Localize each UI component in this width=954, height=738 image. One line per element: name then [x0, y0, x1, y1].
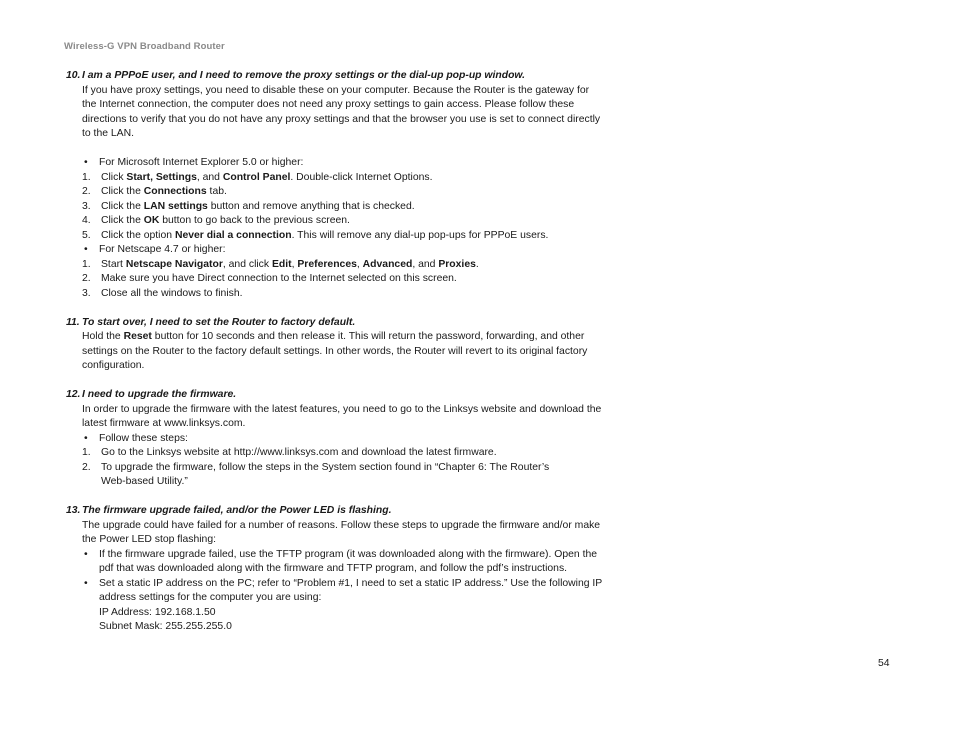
list-item — [84, 577, 606, 635]
step-text: To upgrade the firmware, follow the steps in the System section found in “Chapter 6: The Router’s — [101, 461, 550, 473]
step-text: . Double-click Internet Options. — [290, 171, 433, 183]
ip-address-line: IP Address: 192.168.1.50 — [99, 606, 216, 618]
question-title — [66, 69, 606, 84]
step-number: 4. — [82, 215, 91, 226]
step-number: 3. — [82, 287, 91, 299]
step-number: 1. — [82, 447, 91, 458]
bullet-text: Follow these steps: — [99, 432, 188, 444]
step-number: 5. — [82, 229, 91, 241]
keyword: Start, Settings — [126, 171, 197, 183]
step-text: Click the option — [101, 229, 175, 241]
steps-list — [66, 446, 606, 490]
faq-item-12 — [66, 388, 606, 490]
faq-content — [66, 69, 606, 635]
answer-paragraph: In order to upgrade the firmware with the latest features, you need to go to the Linksys website and download the latest firmware at www.linksys.com. — [82, 403, 602, 429]
step-text: . — [475, 258, 479, 270]
step-text: Close all the windows to finish. — [101, 287, 243, 299]
step-text: button and remove anything that is checked. — [207, 200, 415, 212]
bullet-text: If the firmware upgrade failed, use the TFTP program (it was downloaded along with the firmware). Open the pdf that was downloaded along with the firmware and TFTP program, and follow the pdf’s instructions. — [99, 548, 598, 574]
step-text: Make sure you have Direct connection to the Internet selected on this screen. — [101, 273, 457, 284]
bullet-list — [66, 243, 606, 258]
keyword: Netscape Navigator — [125, 258, 223, 270]
list-item — [82, 171, 606, 186]
list-item — [82, 214, 606, 229]
faq-item-11 — [66, 316, 606, 374]
step-number: 2. — [82, 461, 91, 473]
keyword: Preferences — [297, 258, 357, 270]
bullet-list — [66, 548, 606, 635]
bullet-text: For Microsoft Internet Explorer 5.0 or higher: — [99, 157, 304, 168]
question-title — [66, 388, 606, 403]
list-item — [82, 461, 606, 490]
question-text: To start over, I need to set the Router to factory default. — [82, 316, 356, 328]
keyword: Never dial a connection — [174, 229, 292, 241]
step-text: Click — [101, 171, 127, 183]
faq-item-10 — [66, 69, 606, 301]
step-text: Click the — [101, 215, 144, 226]
keyword: Proxies — [438, 258, 476, 270]
bullet-list — [66, 432, 606, 447]
step-text: Click the — [101, 186, 144, 197]
answer-paragraph: The upgrade could have failed for a number of reasons. Follow these steps to upgrade the firmware and/or make the Power LED stop flashing: — [82, 519, 601, 545]
question-number: 12. — [66, 389, 81, 400]
step-number: 1. — [82, 258, 91, 270]
list-item — [82, 229, 606, 244]
step-text: . This will remove any dial-up pop-ups for PPPoE users. — [291, 229, 549, 241]
list-item — [84, 156, 606, 171]
list-item — [82, 258, 606, 273]
list-item — [84, 243, 606, 258]
bullet-text: Set a static IP address on the PC; refer to “Problem #1, I need to set a static IP address.” Use the following IP address settings for the computer you are using: — [99, 577, 603, 603]
answer-paragraph — [82, 330, 606, 374]
list-item — [82, 200, 606, 215]
subnet-mask-line: Subnet Mask: 255.255.255.0 — [99, 621, 232, 632]
steps-list — [66, 258, 606, 302]
step-text: , and — [196, 171, 223, 183]
question-number: 13. — [66, 505, 81, 516]
page-number: 54 — [878, 658, 890, 669]
step-text: , — [356, 258, 363, 270]
step-number: 1. — [82, 171, 91, 183]
step-text: Go to the Linksys website at http://www.linksys.com and download the latest firmware. — [101, 447, 497, 458]
steps-list — [66, 171, 606, 244]
list-item — [82, 185, 606, 200]
keyword: Reset — [123, 331, 152, 342]
question-text: I need to upgrade the firmware. — [82, 389, 237, 400]
step-text: button to go back to the previous screen. — [159, 215, 350, 226]
list-item — [82, 272, 606, 287]
list-item — [82, 287, 606, 302]
faq-item-13 — [66, 504, 606, 635]
step-text: tab. — [206, 186, 227, 197]
step-number: 3. — [82, 200, 91, 212]
answer-text: button for 10 seconds and then release it. This will return the password, forwarding, and other settings on the Router to the factory default settings. In other words, the Router will revert to its original factory configuration. — [82, 331, 588, 371]
step-text: Click the — [101, 200, 144, 212]
keyword: Advanced — [362, 258, 413, 270]
step-number: 2. — [82, 273, 91, 284]
question-title — [66, 316, 606, 331]
list-item — [82, 446, 606, 461]
answer-paragraph: If you have proxy settings, you need to disable these on your computer. Because the Router is the gateway for the Internet connection, the computer does not need any proxy settings to gain access. Please follow these directions to verify that you do not have any proxy settings and that the browser you use is set to connect directly to the LAN. — [82, 84, 601, 139]
running-header: Wireless-G VPN Broadband Router — [64, 41, 225, 52]
bullet-list — [66, 156, 606, 171]
question-text: I am a PPPoE user, and I need to remove the proxy settings or the dial-up pop-up window. — [82, 70, 526, 81]
step-text: Start — [101, 258, 126, 270]
list-item — [84, 432, 606, 447]
keyword: Edit — [271, 258, 292, 270]
question-title — [66, 504, 606, 519]
step-number: 2. — [82, 186, 91, 197]
bullet-text: For Netscape 4.7 or higher: — [99, 244, 226, 255]
step-text: , — [291, 258, 298, 270]
list-item — [84, 548, 606, 577]
answer-text: Hold the — [82, 331, 124, 342]
question-number: 11. — [66, 316, 80, 328]
keyword: Connections — [143, 186, 207, 197]
keyword: OK — [143, 215, 160, 226]
keyword: LAN settings — [143, 200, 208, 212]
keyword: Control Panel — [222, 171, 291, 183]
question-text: The firmware upgrade failed, and/or the Power LED is flashing. — [82, 505, 392, 516]
step-text: , and — [412, 258, 439, 270]
step-text: , and click — [222, 258, 272, 270]
question-number: 10. — [66, 70, 81, 81]
step-text: Web-based Utility.” — [101, 476, 188, 487]
